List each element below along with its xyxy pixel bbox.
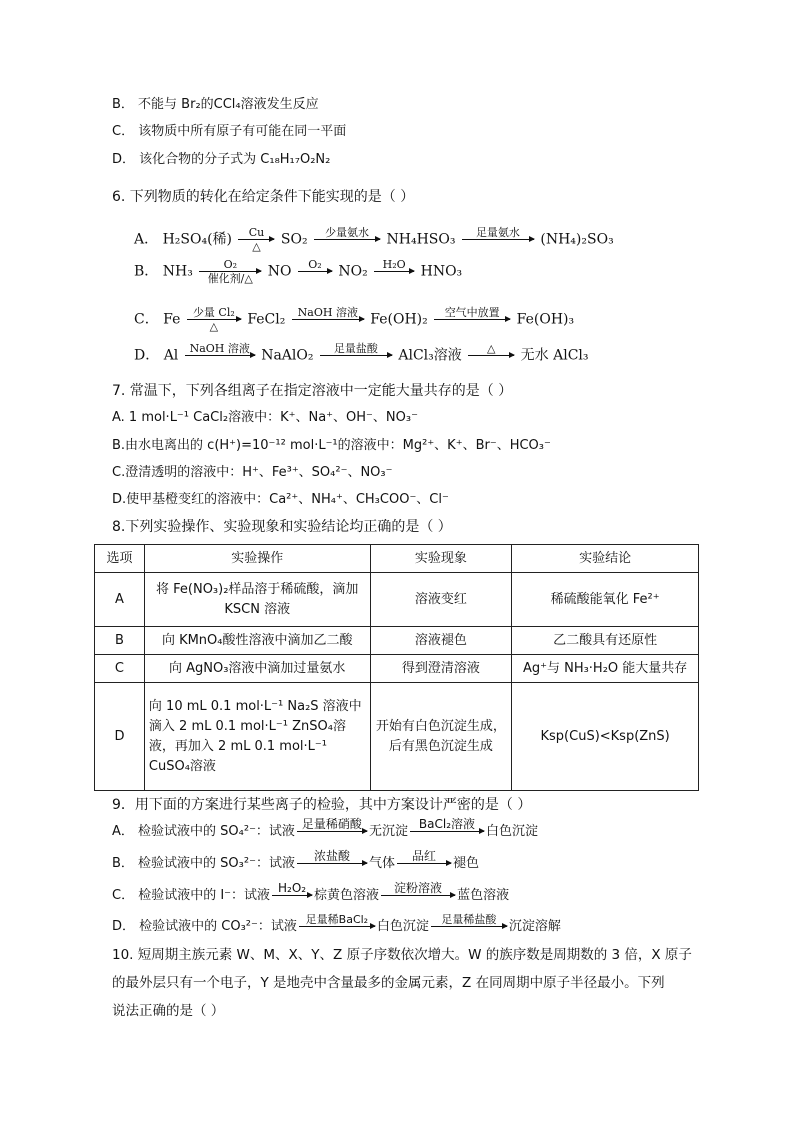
reaction-arrow: NaOH 溶液: [292, 306, 364, 333]
species: 无水 AlCl₃: [520, 347, 589, 364]
q6-stem: 6. 下列物质的转化在给定条件下能实现的是（ ）: [112, 189, 415, 205]
q7-option-b: B.由水电离出的 c(H⁺)=10⁻¹² mol·L⁻¹的溶液中：Mg²⁺、K⁺、Br⁻、HCO₃⁻: [112, 438, 551, 453]
q9-option-b: B． 检验试液中的 SO₃²⁻：试液 浓盐酸 气体 品红 褪色: [112, 850, 479, 877]
experiment-table: [94, 544, 699, 791]
table-header: 选项: [95, 545, 145, 573]
q5-option-d: D． 该化合物的分子式为 C₁₈H₁₇O₂N₂: [112, 152, 331, 167]
reaction-arrow: O₂: [298, 258, 332, 285]
q9-option-c: C． 检验试液中的 I⁻：试液 H₂O₂ 棕黄色溶液 淀粉溶液 蓝色溶液: [112, 882, 509, 909]
reaction-arrow: 足量稀硝酸: [297, 818, 367, 845]
species: FeCl₂: [247, 311, 286, 328]
species: NH₃: [162, 263, 193, 280]
species: HNO₃: [420, 263, 463, 280]
reaction-arrow: H₂O₂: [272, 882, 312, 909]
reaction-arrow: △: [468, 342, 514, 369]
species: AlCl₃溶液: [398, 347, 462, 364]
reaction-arrow: BaCl₂溶液: [410, 818, 484, 845]
table-row: [95, 627, 699, 655]
reaction-arrow: 少量氨水: [314, 226, 380, 253]
q10-line-3: 说法正确的是（ ）: [112, 1003, 225, 1019]
species: NaAlO₂: [261, 347, 314, 364]
q9-option-a: A． 检验试液中的 SO₄²⁻：试液 足量稀硝酸 无沉淀 BaCl₂溶液 白色沉淀: [112, 818, 538, 845]
table-cell: 溶液褪色: [370, 627, 512, 655]
reaction-arrow: Cu △: [238, 226, 274, 253]
q7-option-c: C.澄清透明的溶液中：H⁺、Fe³⁺、SO₄²⁻、NO₃⁻: [112, 465, 393, 480]
table-cell: Ksp(CuS)<Ksp(ZnS): [512, 683, 699, 791]
table-cell: D: [95, 683, 145, 791]
table-cell: 得到澄清溶液: [370, 655, 512, 683]
option-label: C．: [134, 311, 159, 328]
table-cell: Ag⁺与 NH₃·H₂O 能大量共存: [512, 655, 699, 683]
table-cell: 开始有白色沉淀生成，后有黑色沉淀生成: [370, 683, 512, 791]
species: Al: [163, 347, 179, 364]
table-cell: 稀硫酸能氧化 Fe²⁺: [512, 573, 699, 627]
reaction-arrow: 足量稀盐酸: [431, 913, 507, 940]
table-header: 实验结论: [512, 545, 699, 573]
option-label: D．: [134, 347, 160, 364]
q5-option-b: B． 不能与 Br₂的CCl₄溶液发生反应: [112, 97, 319, 112]
table-header: 实验操作: [144, 545, 370, 573]
reaction-arrow: 浓盐酸: [297, 850, 367, 877]
q7-option-a: A. 1 mol·L⁻¹ CaCl₂溶液中：K⁺、Na⁺、OH⁻、NO₃⁻: [112, 410, 418, 425]
species: H₂SO₄(稀): [162, 231, 233, 248]
table-cell: 将 Fe(NO₃)₂样品溶于稀硫酸，滴加KSCN 溶液: [144, 573, 370, 627]
species: Fe(OH)₃: [516, 311, 575, 328]
species: NH₄HSO₃: [386, 231, 456, 248]
option-label: B．: [134, 263, 159, 280]
q6-option-d: [134, 342, 589, 369]
q9-option-d: D． 检验试液中的 CO₃²⁻：试液 足量稀BaCl₂ 白色沉淀 足量稀盐酸 沉淀溶解: [112, 913, 561, 940]
table-cell: B: [95, 627, 145, 655]
species: Fe(OH)₂: [370, 311, 428, 328]
table-cell: 乙二酸具有还原性: [512, 627, 699, 655]
reaction-arrow: 少量 Cl₂ △: [187, 306, 241, 333]
table-header-row: [95, 545, 699, 573]
q8-stem: 8.下列实验操作、实验现象和实验结论均正确的是（ ）: [112, 519, 452, 535]
species: NO₂: [338, 263, 368, 280]
option-label: A．: [134, 231, 159, 248]
species: Fe: [163, 311, 181, 328]
reaction-arrow: 淀粉溶液: [381, 882, 455, 909]
table-row: [95, 683, 699, 791]
table-cell: A: [95, 573, 145, 627]
table-cell: 向 10 mL 0.1 mol·L⁻¹ Na₂S 溶液中滴入 2 mL 0.1 mol·L⁻¹ ZnSO₄溶液，再加入 2 mL 0.1 mol·L⁻¹ CuSO₄溶液: [144, 683, 370, 791]
q10-line-2: 的最外层只有一个电子，Y 是地壳中含量最多的金属元素，Z 在同周期中原子半径最小。下列: [112, 975, 665, 991]
q7-stem: 7. 常温下，下列各组离子在指定溶液中一定能大量共存的是（ ）: [112, 383, 513, 399]
q6-option-b: [134, 258, 462, 285]
table-header: 实验现象: [370, 545, 512, 573]
species: SO₂: [280, 231, 308, 248]
q10-line-1: 10. 短周期主族元素 W、M、X、Y、Z 原子序数依次增大。W 的族序数是周期数的 3 倍，X 原子: [112, 947, 692, 963]
q9-stem: 9．用下面的方案进行某些离子的检验，其中方案设计严密的是（ ）: [112, 797, 532, 813]
reaction-arrow: O₂ 催化剂/△: [199, 258, 261, 285]
q6-option-c: [134, 306, 574, 333]
species: NO: [267, 263, 292, 280]
species: (NH₄)₂SO₃: [540, 231, 614, 248]
table-cell: 向 AgNO₃溶液中滴加过量氨水: [144, 655, 370, 683]
reaction-arrow: NaOH 溶液: [185, 342, 255, 369]
reaction-arrow: 品红: [397, 850, 451, 877]
q6-option-a: [134, 226, 614, 253]
table-row: [95, 573, 699, 627]
reaction-arrow: 足量稀BaCl₂: [299, 913, 375, 940]
reaction-arrow: 足量氨水: [462, 226, 534, 253]
q7-option-d: D.使甲基橙变红的溶液中：Ca²⁺、NH₄⁺、CH₃COO⁻、Cl⁻: [112, 492, 449, 507]
reaction-arrow: 足量盐酸: [320, 342, 392, 369]
reaction-arrow: 空气中放置: [434, 306, 510, 333]
table-cell: 溶液变红: [370, 573, 512, 627]
table-row: [95, 655, 699, 683]
reaction-arrow: H₂O: [374, 258, 414, 285]
table-cell: C: [95, 655, 145, 683]
q5-option-c: C． 该物质中所有原子有可能在同一平面: [112, 124, 347, 139]
table-cell: 向 KMnO₄酸性溶液中滴加乙二酸: [144, 627, 370, 655]
